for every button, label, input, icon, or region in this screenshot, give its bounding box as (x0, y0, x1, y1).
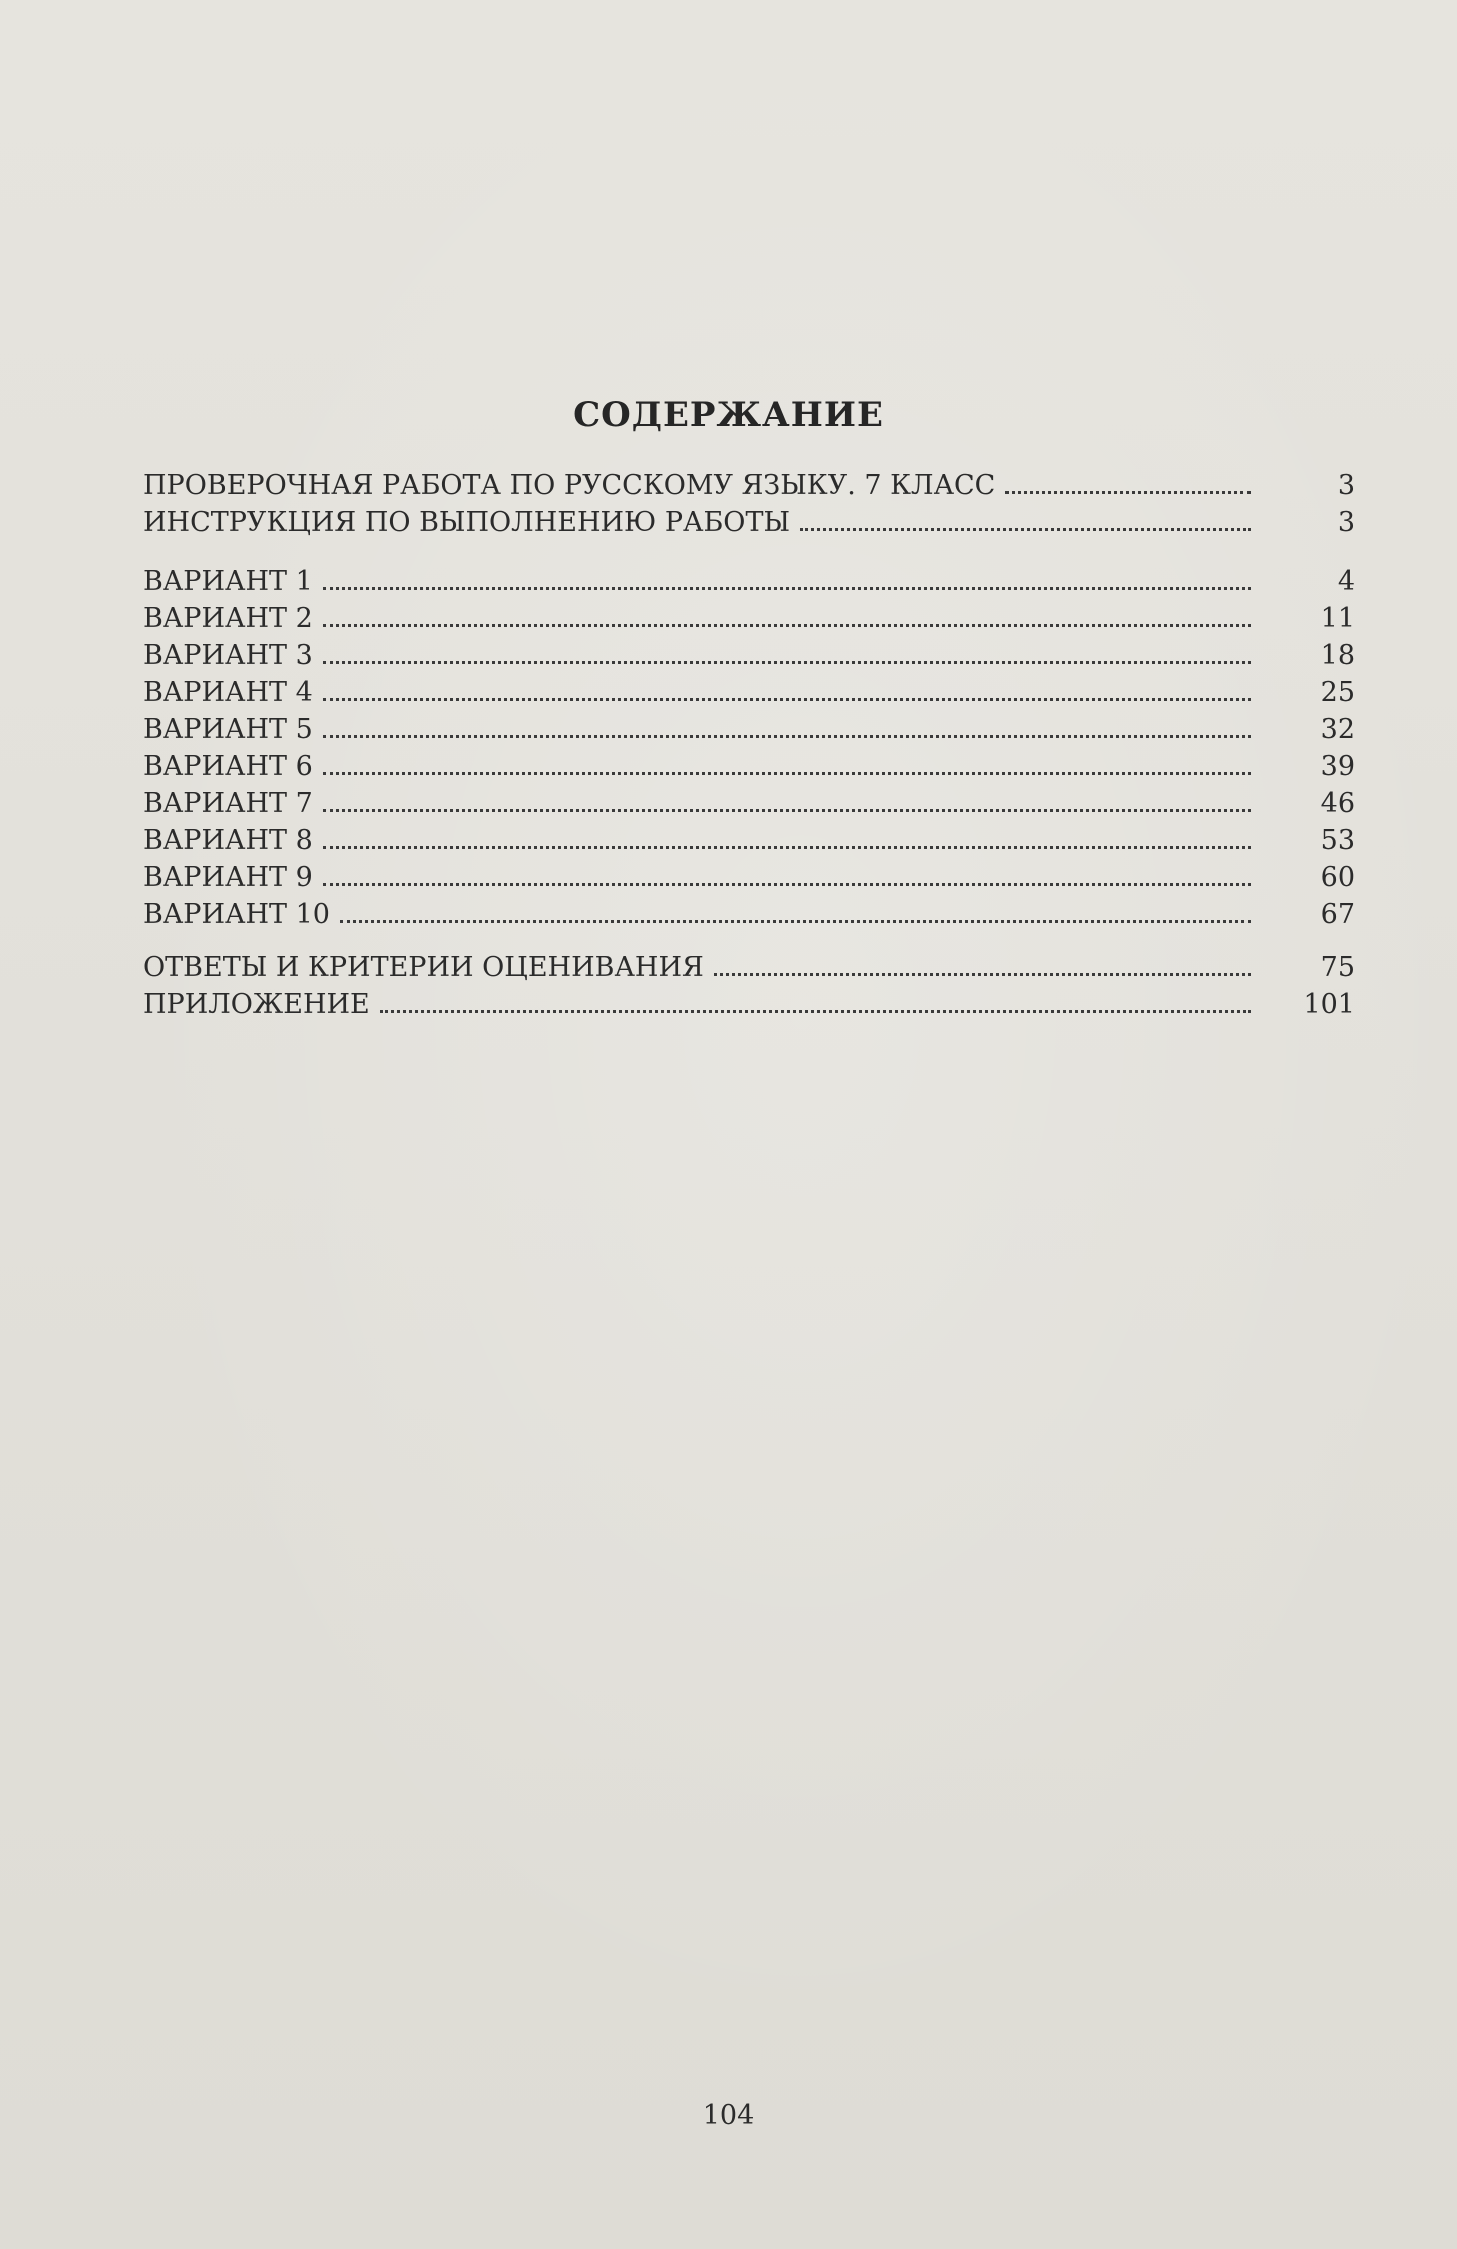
page-number: 104 (702, 2100, 755, 2131)
toc-entry-page: 3 (1337, 507, 1355, 538)
toc-entry-page: 53 (1320, 825, 1355, 856)
toc-entry-label: ВАРИАНТ 7 (143, 788, 313, 819)
dot-leader (323, 846, 1251, 849)
toc-entry (143, 952, 1355, 989)
toc-entry-page: 39 (1320, 751, 1355, 782)
section-gap (143, 544, 1355, 566)
toc-entry-label: ВАРИАНТ 3 (143, 640, 313, 671)
toc-entry-label: ВАРИАНТ 6 (143, 751, 313, 782)
dot-leader (380, 1010, 1251, 1013)
toc-entry-label: ВАРИАНТ 5 (143, 714, 313, 745)
toc-entry (143, 899, 1355, 936)
toc-entry-page: 60 (1320, 862, 1355, 893)
toc-entry-page: 75 (1320, 952, 1355, 983)
toc-entry-label: ВАРИАНТ 8 (143, 825, 313, 856)
dot-leader (714, 973, 1251, 976)
toc-entry (143, 714, 1355, 751)
toc-entry-page: 32 (1320, 714, 1355, 745)
dot-leader (323, 809, 1251, 812)
dot-leader (323, 698, 1251, 701)
dot-leader (323, 624, 1251, 627)
dot-leader (323, 772, 1251, 775)
toc-entry-label: ОТВЕТЫ И КРИТЕРИИ ОЦЕНИВАНИЯ (143, 952, 704, 983)
toc-entry-label: ВАРИАНТ 9 (143, 862, 313, 893)
toc-entry-page: 3 (1337, 470, 1355, 501)
dot-leader (323, 735, 1251, 738)
dot-leader (1005, 491, 1251, 494)
toc-entry-page: 25 (1320, 677, 1355, 708)
table-of-contents (143, 470, 1355, 1026)
dot-leader (323, 661, 1251, 664)
toc-entry-page: 101 (1303, 989, 1355, 1020)
toc-entry-page: 4 (1337, 566, 1355, 597)
toc-entry (143, 989, 1355, 1026)
toc-entry (143, 862, 1355, 899)
toc-entry-label: ПРОВЕРОЧНАЯ РАБОТА ПО РУССКОМУ ЯЗЫКУ. 7 КЛАСС (143, 470, 996, 501)
dot-leader (323, 587, 1251, 590)
toc-entry-label: ВАРИАНТ 10 (143, 899, 330, 930)
toc-entry-page: 67 (1320, 899, 1355, 930)
toc-entry-page: 11 (1320, 603, 1355, 634)
toc-entry (143, 507, 1355, 544)
dot-leader (800, 528, 1251, 531)
toc-entry (143, 603, 1355, 640)
toc-entry-page: 46 (1320, 788, 1355, 819)
toc-entry-label: ВАРИАНТ 2 (143, 603, 313, 634)
toc-entry-label: ВАРИАНТ 1 (143, 566, 313, 597)
toc-entry (143, 677, 1355, 714)
toc-entry-label: ИНСТРУКЦИЯ ПО ВЫПОЛНЕНИЮ РАБОТЫ (143, 507, 791, 538)
dot-leader (323, 883, 1251, 886)
toc-entry-label: ПРИЛОЖЕНИЕ (143, 989, 370, 1020)
section-gap (143, 936, 1355, 952)
toc-entry-label: ВАРИАНТ 4 (143, 677, 313, 708)
toc-entry (143, 470, 1355, 507)
toc-entry (143, 566, 1355, 603)
toc-entry (143, 640, 1355, 677)
toc-entry (143, 825, 1355, 862)
toc-entry (143, 788, 1355, 825)
toc-entry-page: 18 (1320, 640, 1355, 671)
page-title: СОДЕРЖАНИЕ (573, 395, 884, 435)
toc-entry (143, 751, 1355, 788)
dot-leader (340, 920, 1251, 923)
